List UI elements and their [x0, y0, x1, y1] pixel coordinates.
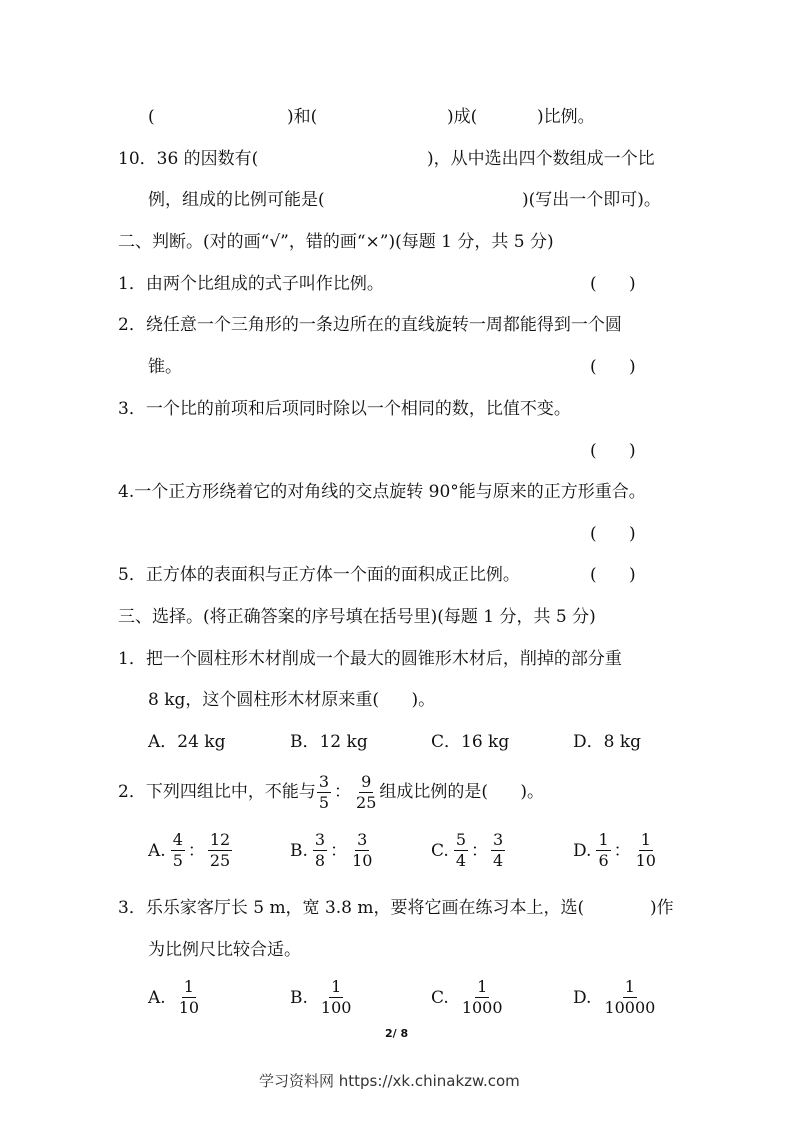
fraction-numerator: 5 [455, 830, 466, 849]
q10-line1-a: 10．36 的因数有( [118, 149, 259, 169]
choice-q2-stem [118, 768, 544, 816]
fraction-numerator: 9 [361, 771, 372, 791]
option-label: B. [290, 840, 308, 861]
fraction-denominator: 10000 [604, 998, 656, 1017]
choice-q3-line1-a: 3．乐乐家客厅长 5 m，宽 3.8 m，要将它画在练习本上，选( [118, 898, 585, 918]
option-fraction [602, 977, 657, 1018]
fraction-numerator: 12 [209, 830, 231, 849]
option-label: A. [148, 987, 166, 1008]
judge-answer-5[interactable]: ( ) [590, 565, 636, 585]
choice-q3-option-b[interactable] [290, 977, 354, 1018]
judge-item-4: 4.一个正方形绕着它的对角线的交点旋转 90°能与原来的正方形重合。 [118, 482, 646, 502]
judge-answer-1[interactable]: ( ) [590, 274, 636, 294]
judge-answer-4[interactable]: ( ) [590, 524, 636, 544]
q10-line2-b: )(写出一个即可)。 [522, 190, 661, 210]
option-fraction-2 [350, 830, 374, 871]
q9-ratio: )比例。 [537, 107, 595, 127]
option-label: C. [431, 840, 449, 861]
choice-q2-option-d[interactable] [573, 830, 659, 871]
fraction-numerator: 1 [477, 977, 488, 996]
ratio-colon: ： [471, 840, 488, 861]
choice-q1-option-b[interactable]: B．12 kg [290, 732, 368, 752]
ratio-colon: ： [334, 782, 352, 802]
option-label: A. [148, 840, 166, 861]
fraction-denominator: 10 [352, 851, 373, 870]
choice-q3-option-d[interactable] [573, 977, 658, 1018]
option-fraction [177, 977, 201, 1018]
judge-item-2-cont: 锥。 [148, 357, 182, 377]
choice-q1-line2: 8 kg，这个圆柱形木材原来重( )。 [148, 690, 436, 710]
choice-q1-option-c[interactable]: C．16 kg [431, 732, 510, 752]
choice-q1-line1: 1．把一个圆柱形木材削成一个最大的圆锥形木材后，削掉的部分重 [118, 649, 622, 669]
fraction-denominator: 4 [455, 851, 466, 870]
fraction-numerator: 1 [598, 830, 609, 849]
judge-item-5: 5．正方体的表面积与正方体一个面的面积成正比例。 [118, 565, 520, 585]
choice-q3-line1-b: )作 [650, 898, 674, 918]
choice-q2-post: 组成比例的是( )。 [379, 782, 545, 802]
fraction-denominator: 25 [356, 792, 377, 812]
option-fraction-2 [634, 830, 658, 871]
choice-q2-option-a[interactable] [148, 830, 233, 871]
option-fraction [460, 977, 505, 1018]
option-label: C. [431, 987, 449, 1008]
choice-q3-option-c[interactable] [431, 977, 506, 1018]
choice-q3-line2: 为比例尺比较合适。 [148, 940, 301, 960]
choice-q2-fraction-1 [317, 772, 331, 813]
choice-q1-option-d[interactable]: D．8 kg [573, 732, 642, 752]
site-footer[interactable]: 学习资料网 https://xk.chinakzw.com [259, 1072, 520, 1090]
section3-heading: 三、选择。(将正确答案的序号填在括号里)(每题 1 分，共 5 分) [118, 607, 596, 627]
option-fraction-2 [208, 830, 232, 871]
fraction-numerator: 4 [172, 830, 183, 849]
choice-q2-option-b[interactable] [290, 830, 375, 871]
fraction-numerator: 3 [493, 830, 504, 849]
ratio-colon: ： [613, 840, 631, 861]
option-fraction [319, 977, 354, 1018]
option-fraction-1 [171, 830, 185, 871]
judge-item-1: 1．由两个比组成的式子叫作比例。 [118, 274, 384, 294]
q9-into: )成( [447, 107, 478, 127]
fraction-denominator: 10 [635, 851, 656, 870]
choice-q2-fraction-2 [354, 772, 378, 813]
option-fraction-1 [313, 830, 327, 871]
fraction-denominator: 6 [598, 851, 609, 870]
fraction-denominator: 5 [318, 792, 330, 812]
choice-q3-option-a[interactable] [148, 977, 202, 1018]
fraction-numerator: 1 [183, 977, 194, 996]
fraction-numerator: 1 [624, 977, 635, 996]
section2-heading: 二、判断。(对的画“√”，错的画“×”)(每题 1 分，共 5 分) [118, 232, 554, 252]
choice-q1-option-a[interactable]: A．24 kg [148, 732, 226, 752]
fraction-denominator: 5 [172, 851, 183, 870]
q9-paren-open: ( [148, 107, 155, 127]
choice-q2-pre: 2．下列四组比中，不能与 [118, 782, 316, 802]
fraction-denominator: 8 [314, 851, 326, 870]
page-number: 2/ 8 [385, 1027, 409, 1040]
option-fraction-1 [454, 830, 468, 871]
fraction-denominator: 10 [178, 998, 200, 1017]
fraction-denominator: 100 [320, 998, 352, 1017]
ratio-colon: ： [187, 840, 205, 861]
q10-line1-b: )，从中选出四个数组成一个比 [427, 149, 655, 169]
ratio-colon: ： [330, 840, 348, 861]
fraction-numerator: 3 [314, 830, 326, 849]
judge-answer-2[interactable]: ( ) [590, 357, 636, 377]
judge-item-2: 2．绕任意一个三角形的一条边所在的直线旋转一周都能得到一个圆 [118, 315, 622, 335]
option-fraction-1 [596, 830, 610, 871]
fraction-numerator: 3 [318, 771, 330, 791]
fraction-numerator: 1 [331, 977, 342, 996]
fraction-denominator: 4 [493, 851, 504, 870]
q10-line2-a: 例，组成的比例可能是( [148, 190, 325, 210]
fraction-numerator: 1 [640, 830, 651, 849]
judge-answer-3[interactable]: ( ) [590, 441, 636, 461]
fraction-denominator: 25 [209, 851, 231, 870]
fraction-denominator: 1000 [461, 998, 503, 1017]
q9-and: )和( [287, 107, 318, 127]
judge-item-3: 3．一个比的前项和后项同时除以一个相同的数，比值不变。 [118, 399, 571, 419]
choice-q2-option-c[interactable] [431, 830, 506, 871]
option-fraction-2 [491, 830, 505, 871]
option-label: D. [573, 840, 592, 861]
option-label: D. [573, 987, 592, 1008]
option-label: B. [290, 987, 308, 1008]
fraction-numerator: 3 [357, 830, 368, 849]
